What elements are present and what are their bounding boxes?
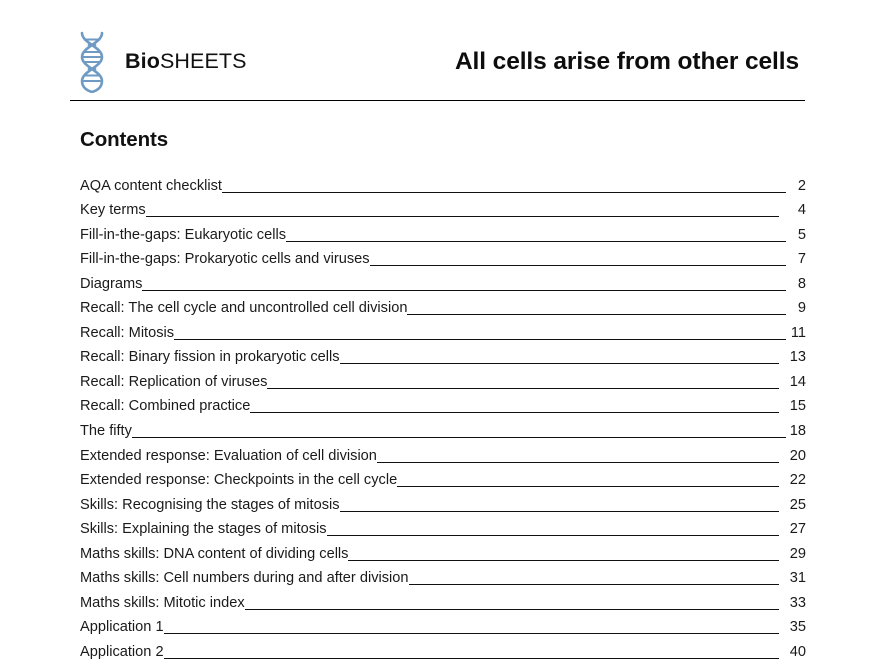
toc-entry[interactable] [80,295,806,320]
toc-leader-line [267,374,785,391]
toc-entry-label: Maths skills: Cell numbers during and after division [80,570,409,587]
toc-leader-line [222,178,786,195]
toc-entry-page-number: 11 [790,324,806,341]
toc-leader-line [348,546,785,563]
toc-entry-page-number: 2 [797,177,806,194]
toc-entry[interactable] [80,393,806,418]
toc-entry[interactable] [80,614,806,639]
toc-entry[interactable] [80,491,806,516]
toc-leader-line [250,398,785,415]
document-header [70,28,805,96]
toc-entry[interactable] [80,417,806,442]
toc-entry-label: The fifty [80,423,132,440]
toc-leader-line [327,521,786,538]
toc-entry[interactable] [80,270,806,295]
toc-entry-label: Fill-in-the-gaps: Prokaryotic cells and viruses [80,251,370,268]
toc-entry[interactable] [80,467,806,492]
toc-entry-page-number: 14 [789,373,806,390]
toc-entry-label: Application 1 [80,619,164,636]
toc-entry[interactable] [80,246,806,271]
toc-entry-page-number: 5 [797,226,806,243]
toc-entry-label: Recall: Binary fission in prokaryotic cells [80,349,340,366]
toc-entry-page-number: 4 [797,202,806,219]
toc-entry[interactable] [80,565,806,590]
toc-entry-page-number: 27 [789,521,806,538]
toc-entry-label: Recall: Replication of viruses [80,373,268,390]
toc-entry-page-number: 25 [789,496,806,513]
toc-leader-line [407,300,786,317]
toc-leader-line [245,595,786,612]
toc-entry-page-number: 33 [789,594,806,611]
contents-heading: Contents [80,128,169,151]
toc-leader-line [377,448,786,465]
toc-entry-label: AQA content checklist [80,177,222,194]
toc-entry-page-number: 29 [789,545,806,562]
toc-entry[interactable] [80,540,806,565]
toc-entry[interactable] [80,319,806,344]
toc-entry-page-number: 35 [789,619,806,636]
toc-entry-label: Recall: Combined practice [80,398,251,415]
toc-leader-line [286,227,786,244]
toc-entry-page-number: 13 [789,349,806,366]
toc-entry-page-number: 31 [789,570,806,587]
toc-leader-line [164,619,786,636]
toc-entry[interactable] [80,221,806,246]
brand-name [125,51,247,73]
toc-entry-label: Skills: Explaining the stages of mitosis [80,521,327,538]
dna-helix-icon [70,31,114,93]
toc-entry-label: Diagrams [80,275,143,292]
toc-entry-page-number: 18 [789,423,806,440]
brand-name-bold: Bio [125,49,160,74]
toc-leader-line [146,202,786,219]
toc-leader-line [409,570,786,587]
toc-entry[interactable] [80,638,806,663]
toc-entry-page-number: 7 [797,251,806,268]
toc-entry-label: Maths skills: DNA content of dividing cells [80,545,349,562]
toc-entry[interactable] [80,589,806,614]
toc-entry[interactable] [80,516,806,541]
toc-entry-page-number: 9 [797,300,806,317]
toc-entry-label: Fill-in-the-gaps: Eukaryotic cells [80,226,287,243]
toc-entry[interactable] [80,344,806,369]
toc-entry-label: Recall: The cell cycle and uncontrolled cell division [80,300,408,317]
toc-entry-page-number: 22 [789,472,806,489]
toc-leader-line [132,423,786,440]
brand-logo [70,31,247,93]
toc-leader-line [164,644,786,661]
toc-leader-line [370,251,786,268]
page-title: All cells arise from other cells [454,48,799,75]
brand-name-light: SHEETS [159,49,247,74]
toc-leader-line [397,472,786,489]
toc-leader-line [142,276,786,293]
toc-entry[interactable] [80,197,806,222]
toc-entry-label: Key terms [80,202,146,219]
toc-entry-page-number: 20 [789,447,806,464]
toc-entry-page-number: 15 [789,398,806,415]
toc-leader-line [174,325,786,342]
toc-entry-label: Extended response: Evaluation of cell division [80,447,377,464]
toc-entry-label: Recall: Mitosis [80,324,175,341]
table-of-contents [80,172,806,663]
header-divider [70,100,805,101]
toc-entry-label: Maths skills: Mitotic index [80,594,245,611]
toc-entry-label: Extended response: Checkpoints in the cell cycle [80,472,398,489]
toc-entry[interactable] [80,368,806,393]
toc-entry-page-number: 40 [789,643,806,660]
toc-entry[interactable] [80,172,806,197]
toc-entry-label: Skills: Recognising the stages of mitosis [80,496,340,513]
toc-entry[interactable] [80,442,806,467]
toc-leader-line [340,497,786,514]
toc-leader-line [340,349,786,366]
toc-entry-label: Application 2 [80,643,164,660]
toc-entry-page-number: 8 [797,275,806,292]
